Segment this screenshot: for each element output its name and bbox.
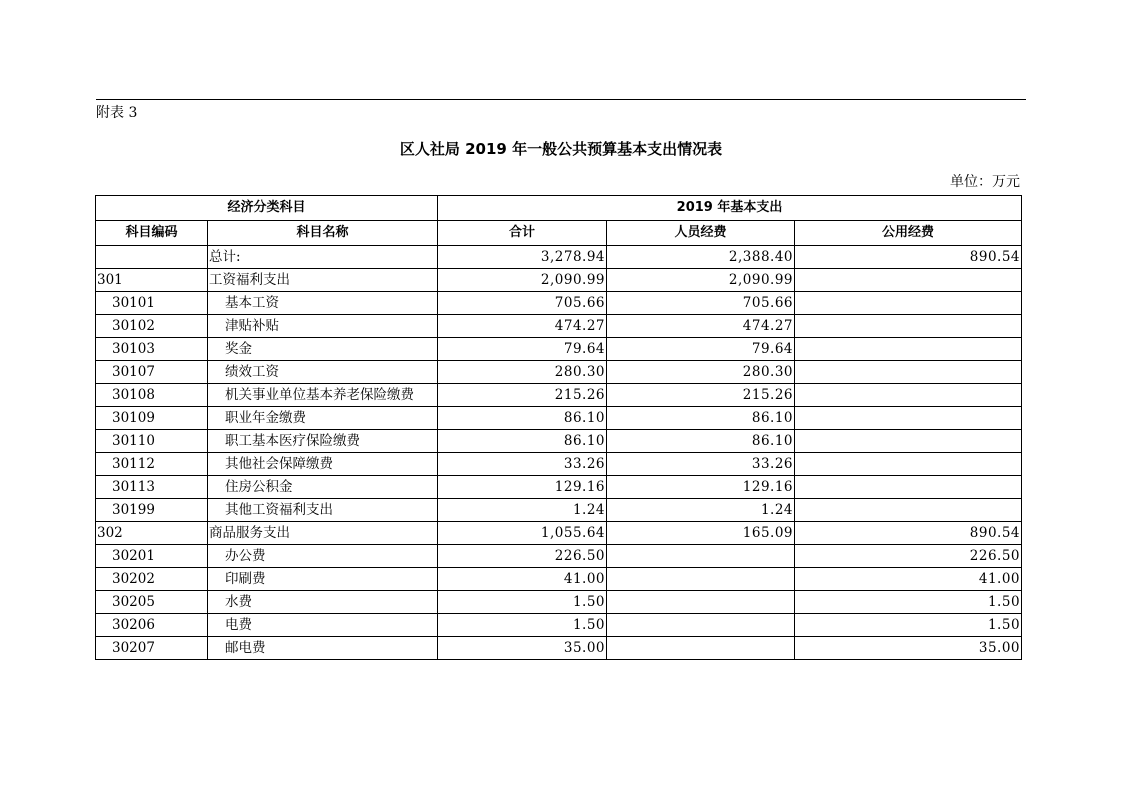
cell-personnel: 86.10 <box>607 430 795 453</box>
cell-public <box>795 315 1022 338</box>
cell-code: 30102 <box>96 315 208 338</box>
cell-personnel <box>607 591 795 614</box>
header-public: 公用经费 <box>795 221 1022 246</box>
cell-total: 705.66 <box>438 292 607 315</box>
cell-personnel: 2,090.99 <box>607 269 795 292</box>
cell-total: 215.26 <box>438 384 607 407</box>
cell-personnel: 705.66 <box>607 292 795 315</box>
cell-public <box>795 269 1022 292</box>
cell-personnel: 79.64 <box>607 338 795 361</box>
cell-code: 301 <box>96 269 208 292</box>
cell-total: 2,090.99 <box>438 269 607 292</box>
table-row <box>96 499 1022 522</box>
cell-total: 86.10 <box>438 407 607 430</box>
cell-code: 30103 <box>96 338 208 361</box>
budget-body <box>96 246 1022 660</box>
cell-public <box>795 407 1022 430</box>
cell-name: 印刷费 <box>208 568 438 591</box>
cell-personnel <box>607 568 795 591</box>
table-row <box>96 407 1022 430</box>
table-row <box>96 568 1022 591</box>
cell-total: 474.27 <box>438 315 607 338</box>
cell-name: 其他工资福利支出 <box>208 499 438 522</box>
cell-total: 41.00 <box>438 568 607 591</box>
cell-code: 30109 <box>96 407 208 430</box>
cell-total: 1,055.64 <box>438 522 607 545</box>
cell-total: 129.16 <box>438 476 607 499</box>
cell-code: 30199 <box>96 499 208 522</box>
cell-personnel <box>607 545 795 568</box>
table-row <box>96 384 1022 407</box>
header-column-row <box>96 221 1022 246</box>
cell-code: 30201 <box>96 545 208 568</box>
cell-name: 商品服务支出 <box>208 522 438 545</box>
cell-name: 津贴补贴 <box>208 315 438 338</box>
header-basic-expenditure: 2019 年基本支出 <box>438 196 1022 221</box>
cell-public <box>795 453 1022 476</box>
cell-code: 30205 <box>96 591 208 614</box>
table-row <box>96 292 1022 315</box>
cell-name: 绩效工资 <box>208 361 438 384</box>
cell-personnel: 1.24 <box>607 499 795 522</box>
table-row <box>96 430 1022 453</box>
cell-code: 30110 <box>96 430 208 453</box>
cell-code: 30113 <box>96 476 208 499</box>
page-title: 区人社局 2019 年一般公共预算基本支出情况表 <box>399 140 723 158</box>
cell-personnel: 280.30 <box>607 361 795 384</box>
cell-public <box>795 499 1022 522</box>
cell-personnel: 165.09 <box>607 522 795 545</box>
cell-personnel <box>607 614 795 637</box>
header-code: 科目编码 <box>96 221 208 246</box>
cell-name: 电费 <box>208 614 438 637</box>
table-row <box>96 315 1022 338</box>
cell-name: 奖金 <box>208 338 438 361</box>
cell-public <box>795 338 1022 361</box>
cell-name: 水费 <box>208 591 438 614</box>
cell-code: 30108 <box>96 384 208 407</box>
table-row <box>96 246 1022 269</box>
cell-personnel: 2,388.40 <box>607 246 795 269</box>
cell-public <box>795 292 1022 315</box>
cell-code: 302 <box>96 522 208 545</box>
cell-public: 41.00 <box>795 568 1022 591</box>
cell-name: 机关事业单位基本养老保险缴费 <box>208 384 438 407</box>
cell-public <box>795 476 1022 499</box>
cell-total: 226.50 <box>438 545 607 568</box>
cell-public: 890.54 <box>795 246 1022 269</box>
table-row <box>96 476 1022 499</box>
cell-code: 30207 <box>96 637 208 660</box>
cell-name: 邮电费 <box>208 637 438 660</box>
cell-personnel: 33.26 <box>607 453 795 476</box>
budget-table <box>95 195 1022 660</box>
table-row <box>96 545 1022 568</box>
header-economic-classification: 经济分类科目 <box>96 196 438 221</box>
unit-label: 单位：万元 <box>950 174 1020 190</box>
cell-name: 办公费 <box>208 545 438 568</box>
table-row <box>96 591 1022 614</box>
table-row <box>96 338 1022 361</box>
annex-label: 附表 3 <box>96 105 138 121</box>
header-total: 合计 <box>438 221 607 246</box>
header-personnel: 人员经费 <box>607 221 795 246</box>
table-row <box>96 637 1022 660</box>
cell-code: 30112 <box>96 453 208 476</box>
cell-total: 3,278.94 <box>438 246 607 269</box>
cell-code: 30101 <box>96 292 208 315</box>
cell-name: 总计: <box>208 246 438 269</box>
cell-public <box>795 384 1022 407</box>
cell-total: 79.64 <box>438 338 607 361</box>
cell-total: 86.10 <box>438 430 607 453</box>
cell-public: 35.00 <box>795 637 1022 660</box>
cell-code: 30107 <box>96 361 208 384</box>
cell-name: 其他社会保障缴费 <box>208 453 438 476</box>
table-row <box>96 522 1022 545</box>
cell-personnel: 474.27 <box>607 315 795 338</box>
cell-total: 280.30 <box>438 361 607 384</box>
table-row <box>96 453 1022 476</box>
cell-total: 1.50 <box>438 614 607 637</box>
cell-name: 职业年金缴费 <box>208 407 438 430</box>
cell-public: 1.50 <box>795 591 1022 614</box>
cell-total: 35.00 <box>438 637 607 660</box>
cell-total: 1.24 <box>438 499 607 522</box>
cell-personnel: 215.26 <box>607 384 795 407</box>
cell-personnel: 86.10 <box>607 407 795 430</box>
table-row <box>96 361 1022 384</box>
cell-name: 职工基本医疗保险缴费 <box>208 430 438 453</box>
table-row <box>96 614 1022 637</box>
cell-code: 30206 <box>96 614 208 637</box>
header-group-row <box>96 196 1022 221</box>
cell-public <box>795 430 1022 453</box>
cell-public: 226.50 <box>795 545 1022 568</box>
cell-name: 基本工资 <box>208 292 438 315</box>
cell-code <box>96 246 208 269</box>
cell-personnel <box>607 637 795 660</box>
cell-name: 工资福利支出 <box>208 269 438 292</box>
cell-public: 890.54 <box>795 522 1022 545</box>
header-name: 科目名称 <box>208 221 438 246</box>
cell-total: 33.26 <box>438 453 607 476</box>
cell-code: 30202 <box>96 568 208 591</box>
cell-public: 1.50 <box>795 614 1022 637</box>
cell-name: 住房公积金 <box>208 476 438 499</box>
top-rule <box>96 99 1026 100</box>
cell-total: 1.50 <box>438 591 607 614</box>
cell-public <box>795 361 1022 384</box>
table-row <box>96 269 1022 292</box>
cell-personnel: 129.16 <box>607 476 795 499</box>
